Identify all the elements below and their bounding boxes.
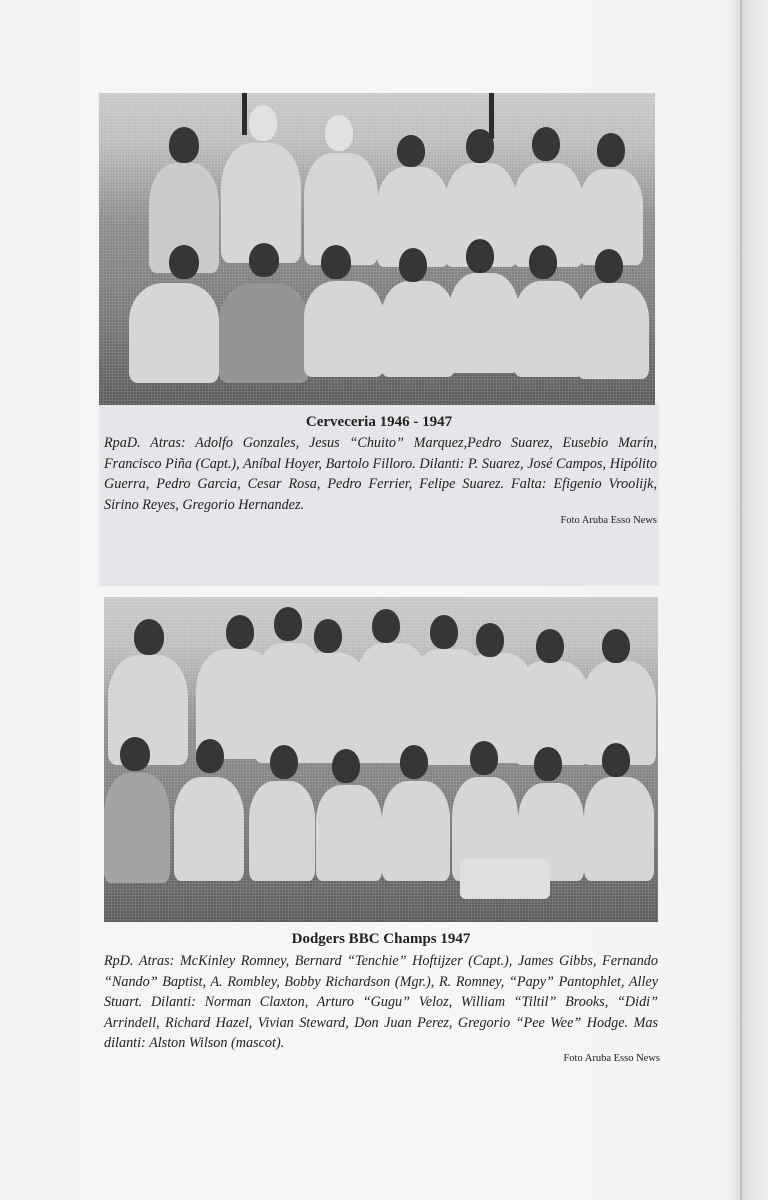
- player-figure: [174, 777, 244, 881]
- player-head: [325, 115, 353, 151]
- fence-pole: [242, 93, 247, 135]
- player-head: [314, 619, 342, 653]
- player-figure: [249, 781, 315, 881]
- player-figure: [382, 781, 450, 881]
- player-head: [120, 737, 150, 771]
- team-photo-dodgers: [104, 597, 658, 922]
- player-head: [466, 129, 494, 163]
- photo-caption: RpaD. Atras: Adolfo Gonzales, Jesus “Chuito” Marquez,Pedro Suarez, Eusebio Marín, Francisco Piña (Capt.), Aníbal Hoyer, Bartolo Filloro. Dilanti: P. Suarez, José Campos, Hipólito Guerra, Pedro Garcia, Cesar Rosa, Pedro Ferrier, Felipe Suarez. Falta: Efigenio Vroolijk, Sirino Reyes, Gregorio Hernandez.: [104, 435, 657, 513]
- player-head: [430, 615, 458, 649]
- fence-pole: [489, 93, 494, 139]
- photo-caption: RpD. Atras: McKinley Romney, Bernard “Tenchie” Hoftijzer (Capt.), James Gibbs, Fernando “Nando” Baptist, A. Rombley, Bobby Richardson (Mgr.), R. Romney, “Papy” Pantophlet, Alley Stuart. Dilanti: Norman Claxton, Arturo “Gugu” Veloz, William “Tiltil” Brooks, “Didi” Arrindell, Richard Hazel, Vivian Steward, Don Juan Perez, Gregorio “Pee Wee” Hodge. Mas dilanti: Alston Wilson (mascot).: [104, 953, 658, 1051]
- player-head: [476, 623, 504, 657]
- player-figure: [104, 773, 170, 883]
- player-head: [134, 619, 164, 655]
- player-figure: [514, 281, 584, 377]
- player-head: [400, 745, 428, 779]
- player-head: [602, 743, 630, 777]
- player-figure: [449, 273, 519, 373]
- player-figure: [316, 785, 382, 881]
- photo-credit: Foto Aruba Esso News: [560, 515, 657, 526]
- player-head: [226, 615, 254, 649]
- player-figure: [577, 283, 649, 379]
- player-figure: [219, 283, 309, 383]
- player-head: [602, 629, 630, 663]
- player-head: [534, 747, 562, 781]
- player-head: [249, 105, 277, 141]
- player-head: [597, 133, 625, 167]
- photo-credit: Foto Aruba Esso News: [563, 1053, 660, 1064]
- team-photo-cerveceria: [99, 93, 655, 405]
- player-head: [529, 245, 557, 279]
- player-head: [321, 245, 351, 279]
- player-head: [169, 245, 199, 279]
- player-head: [470, 741, 498, 775]
- player-head: [532, 127, 560, 161]
- player-figure: [584, 777, 654, 881]
- photo-title: Dodgers BBC Champs 1947: [291, 931, 471, 947]
- player-head: [274, 607, 302, 641]
- player-head: [169, 127, 199, 163]
- player-figure: [129, 283, 219, 383]
- player-head: [196, 739, 224, 773]
- page-gutter-shadow: [728, 0, 742, 1200]
- player-head: [249, 243, 279, 277]
- photo-title: Cerveceria 1946 - 1947: [305, 414, 453, 430]
- player-figure: [304, 281, 384, 377]
- player-figure: [381, 281, 455, 377]
- player-head: [536, 629, 564, 663]
- player-head: [270, 745, 298, 779]
- player-head: [372, 609, 400, 643]
- page-edge: [740, 0, 768, 1200]
- player-head: [397, 135, 425, 167]
- player-head: [466, 239, 494, 273]
- team-banner: [460, 859, 550, 899]
- player-head: [399, 248, 427, 282]
- player-head: [332, 749, 360, 783]
- player-head: [595, 249, 623, 283]
